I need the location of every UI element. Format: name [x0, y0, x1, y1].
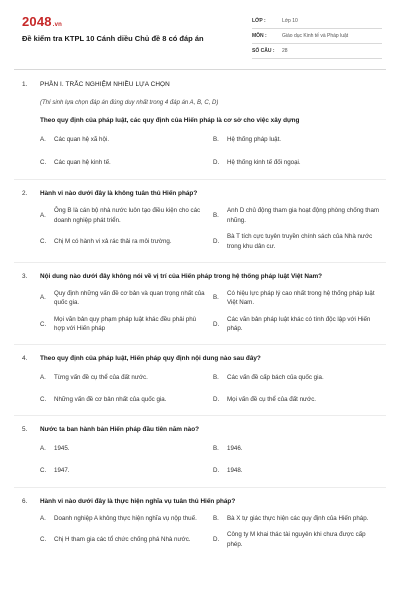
question-list — [0, 72, 400, 549]
option-text: Công ty M khai thác tài nguyên khi chưa được cấp phép. — [227, 531, 366, 548]
meta-value: Giáo dục Kinh tế và Pháp luật — [282, 33, 349, 39]
option-d[interactable] — [213, 466, 388, 476]
question-text: Nước ta ban hành bản Hiến pháp đầu tiên năm nào? — [40, 426, 200, 434]
option-text: Mọi vấn đề cụ thể của đất nước. — [227, 395, 317, 403]
option-text: Doanh nghiệp A không thực hiện nghĩa vụ nộp thuế. — [54, 514, 197, 522]
option-c[interactable] — [40, 530, 213, 549]
option-letter: C. — [40, 466, 47, 474]
option-b[interactable] — [213, 206, 388, 225]
header — [0, 0, 400, 66]
question-1 — [0, 72, 400, 167]
meta-table — [252, 14, 382, 59]
option-letter: A. — [40, 374, 46, 382]
question-number: 2. — [22, 190, 28, 198]
question-text: Theo quy định của pháp luật, Hiến pháp quy định nội dung nào sau đây? — [40, 355, 261, 363]
option-a[interactable] — [40, 206, 213, 225]
option-letter: C. — [40, 395, 47, 403]
options — [0, 514, 400, 550]
option-text: Có hiệu lực pháp lý cao nhất trong hệ thống pháp luật Việt Nam. — [227, 289, 375, 307]
question-heading — [0, 426, 400, 433]
option-text: Chị M có hành vi xả rác thải ra môi trường. — [54, 238, 172, 246]
option-letter: A. — [40, 212, 46, 220]
site-logo[interactable] — [22, 14, 62, 29]
meta-key: MÔN : — [252, 33, 267, 39]
option-d[interactable] — [213, 158, 388, 168]
question-text: Hành vi nào dưới đây là không tuân thủ Hiến pháp? — [40, 190, 198, 198]
option-text: Những vấn đề cơ bản nhất của quốc gia. — [54, 395, 167, 403]
options — [0, 444, 400, 475]
option-d[interactable] — [213, 232, 388, 251]
question-5 — [0, 416, 400, 475]
question-heading — [0, 355, 400, 362]
option-a[interactable] — [40, 289, 213, 308]
option-d[interactable] — [213, 530, 388, 549]
meta-key: SỐ CÂU : — [252, 48, 275, 54]
option-letter: B. — [213, 374, 219, 382]
option-letter: A. — [40, 136, 46, 143]
option-a[interactable] — [40, 373, 213, 383]
question-number: 1. — [22, 81, 28, 88]
option-text: Bà X tự giác thực hiện các quy định của Hiến pháp. — [227, 514, 369, 522]
logo-text: 2048 — [22, 14, 52, 29]
logo-tld: .vn — [52, 22, 63, 28]
option-c[interactable] — [40, 232, 213, 251]
option-text: Anh D chủ động tham gia hoạt động phòng chống tham nhũng. — [227, 207, 380, 224]
option-letter: B. — [213, 445, 219, 453]
section-heading — [0, 81, 400, 88]
option-letter: D. — [213, 535, 220, 543]
meta-key: LỚP : — [252, 18, 266, 24]
option-a[interactable] — [40, 444, 213, 454]
option-text: Hệ thống kinh tế đối ngoại. — [227, 158, 301, 166]
question-number: 6. — [22, 497, 28, 505]
meta-row-count — [252, 44, 382, 59]
option-letter: A. — [40, 294, 46, 302]
question-3 — [0, 263, 400, 334]
option-letter: B. — [213, 294, 219, 302]
option-d[interactable] — [213, 395, 388, 405]
option-text: Bà T tích cực tuyên truyền chính sách của Nhà nước trong khu dân cư. — [227, 233, 373, 251]
option-b[interactable] — [213, 444, 388, 454]
option-letter: C. — [40, 158, 47, 166]
option-text: Chị H tham gia các tổ chức chống phá Nhà nước. — [54, 535, 191, 543]
option-a[interactable] — [40, 514, 213, 524]
option-text: Hệ thống pháp luật. — [227, 136, 282, 143]
option-letter: B. — [213, 136, 219, 143]
option-text: Các quan hệ xã hội. — [54, 136, 110, 143]
option-text: Mọi văn bản quy phạm pháp luật khác đều phải phù hợp với Hiến pháp — [54, 315, 197, 333]
option-d[interactable] — [213, 315, 388, 334]
meta-value: Lớp 10 — [282, 18, 298, 24]
question-text: Theo quy định của pháp luật, các quy định của Hiến pháp là cơ sở cho việc xây dựng — [40, 117, 300, 124]
options — [0, 206, 400, 251]
meta-row-class — [252, 14, 382, 29]
question-heading — [0, 273, 400, 280]
option-text: 1948. — [227, 466, 243, 474]
option-c[interactable] — [40, 158, 213, 168]
option-b[interactable] — [213, 289, 388, 308]
question-text: Hành vi nào dưới đây là thực hiện nghĩa vụ tuân thủ Hiến pháp? — [40, 497, 236, 505]
section-instruction: (Thí sinh lựa chọn đáp án đúng duy nhất trong 4 đáp án A, B, C, D) — [40, 100, 219, 106]
option-letter: A. — [40, 445, 46, 453]
option-text: Các văn bản pháp luật khác có tính độc lập với Hiến pháp. — [227, 315, 371, 333]
document-title: Đề kiểm tra KTPL 10 Cánh diều Chủ đề 8 có đáp án — [22, 34, 204, 43]
option-letter: D. — [213, 395, 220, 403]
section-title: PHẦN I. TRẮC NGHIỆM NHIỀU LỰA CHỌN — [40, 81, 170, 88]
option-b[interactable] — [213, 135, 388, 145]
option-b[interactable] — [213, 514, 388, 524]
option-text: 1947. — [54, 466, 70, 474]
question-number: 4. — [22, 355, 28, 363]
options — [0, 373, 400, 404]
question-4 — [0, 345, 400, 404]
options — [0, 135, 400, 167]
options — [0, 289, 400, 334]
option-text: 1946. — [227, 445, 243, 453]
option-a[interactable] — [40, 135, 213, 145]
question-2 — [0, 180, 400, 251]
option-text: 1945. — [54, 445, 70, 453]
option-letter: A. — [40, 514, 46, 522]
meta-value: 28 — [282, 48, 288, 54]
option-letter: C. — [40, 535, 47, 543]
option-letter: D. — [213, 158, 220, 166]
question-number: 3. — [22, 272, 28, 280]
option-letter: C. — [40, 238, 47, 246]
option-letter: D. — [213, 238, 220, 246]
option-text: Từng vấn đề cụ thể của đất nước. — [54, 374, 148, 382]
option-c[interactable] — [40, 466, 213, 476]
question-heading — [0, 190, 400, 197]
option-text: Quy định những vấn đề cơ bản và quan trọng nhất của quốc gia. — [54, 289, 205, 307]
question-number: 5. — [22, 426, 28, 434]
option-c[interactable] — [40, 395, 213, 405]
question-6 — [0, 488, 400, 550]
option-letter: C. — [40, 320, 47, 328]
header-divider — [14, 69, 386, 70]
question-heading — [0, 498, 400, 505]
option-text: Các vấn đề cấp bách của quốc gia. — [227, 374, 324, 382]
option-text: Các quan hệ kinh tế. — [54, 158, 111, 166]
option-letter: D. — [213, 320, 220, 328]
option-letter: B. — [213, 212, 219, 220]
option-letter: D. — [213, 466, 220, 474]
option-letter: B. — [213, 514, 219, 522]
meta-row-subject — [252, 29, 382, 44]
option-text: Ông B là cán bộ nhà nước luôn tạo điều kiện cho các doanh nghiệp phát triển. — [54, 207, 201, 224]
option-b[interactable] — [213, 373, 388, 383]
question-text: Nội dung nào dưới đây không nói về vị trí của Hiến pháp trong hệ thống pháp luật Việt Nam? — [40, 272, 323, 280]
option-c[interactable] — [40, 315, 213, 334]
